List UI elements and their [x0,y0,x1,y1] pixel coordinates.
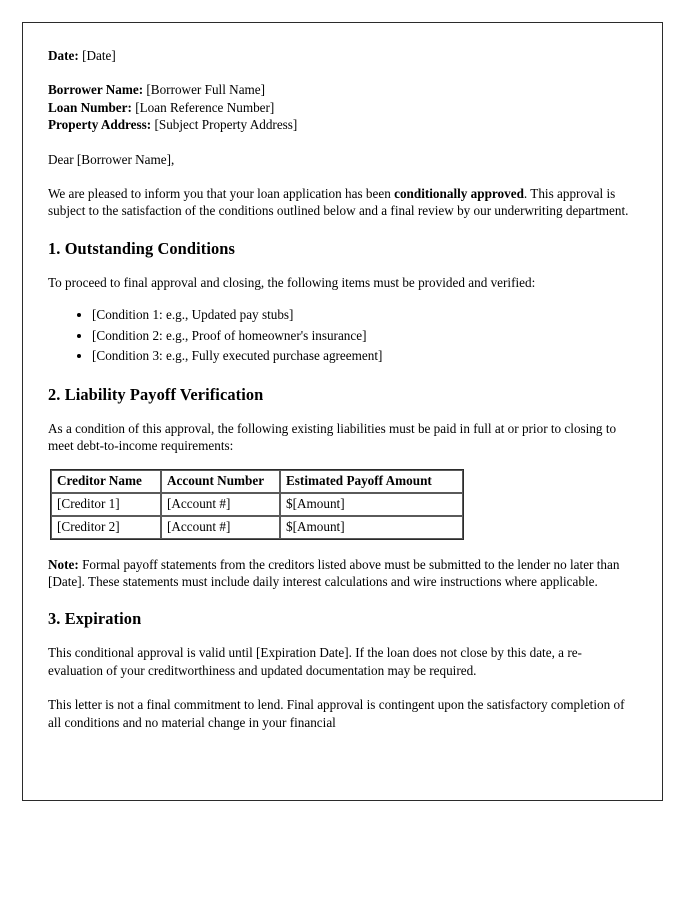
payoff-note-paragraph [48,556,636,591]
column-header-estimated-payoff-amount: Estimated Payoff Amount [280,470,463,493]
borrower-identifiers-block [48,81,636,133]
note-label: Note: [48,556,79,572]
note-text: Formal payoff statements from the creditors listed above must be submitted to the lender no later than [Date]. These statements must include daily interest calculations and wire instructions where applicable. [48,556,620,589]
salutation: Dear [Borrower Name], [48,151,175,167]
loan-number-line [48,99,636,116]
table-header-row [51,470,463,493]
cell-creditor-name: [Creditor 1] [51,493,161,516]
list-item: • [Condition 2: e.g., Proof of homeowner's insurance] [92,326,636,347]
column-header-account-number: Account Number [161,470,280,493]
cell-estimated-payoff-amount: $[Amount] [280,516,463,539]
date-label: Date: [48,48,79,63]
property-address-value: [Subject Property Address] [154,117,298,133]
cell-estimated-payoff-amount: $[Amount] [280,493,463,516]
cell-account-number: [Account #] [161,493,280,516]
borrower-name-value: [Borrower Full Name] [146,82,266,98]
section-2-heading: 2. Liability Payoff Verification [48,384,264,404]
table-body [51,493,463,539]
borrower-name-line [48,81,636,98]
loan-number-value: [Loan Reference Number] [135,99,275,115]
section-3-heading: 3. Expiration [48,609,142,629]
date-value: [Date] [82,48,116,63]
document-body [23,23,662,731]
property-address-label: Property Address: [48,117,152,133]
column-header-creditor-name: Creditor Name [51,470,161,493]
intro-emphasis: conditionally approved [394,186,524,202]
table-header [51,470,463,493]
intro-paragraph [48,185,636,220]
disclaimer-paragraph: This letter is not a final commitment to lend. Final approval is contingent upon the satisfactory completion of all conditions and no material change in your financial [48,697,625,730]
section-1-lead: To proceed to final approval and closing, the following items must be provided and verified: [48,274,536,290]
table-row [51,516,463,539]
cell-creditor-name: [Creditor 2] [51,516,161,539]
date-block [48,47,636,64]
table-row [51,493,463,516]
loan-number-label: Loan Number: [48,99,132,115]
section-1-heading: 1. Outstanding Conditions [48,238,235,258]
outstanding-conditions-list [48,305,636,367]
date-line [48,47,636,64]
property-address-line [48,116,636,133]
borrower-name-label: Borrower Name: [48,82,144,98]
list-item: • [Condition 1: e.g., Updated pay stubs] [92,305,636,326]
document-page [22,22,663,801]
cell-account-number: [Account #] [161,516,280,539]
expiration-paragraph: This conditional approval is valid until [Expiration Date]. If the loan does not close by this date, a re-evaluation of your creditworthiness and updated documentation may be required. [48,645,582,678]
intro-text-part1: We are pleased to inform you that your loan application has been [48,186,395,202]
section-2-lead: As a condition of this approval, the following existing liabilities must be paid in full at or prior to closing to meet debt-to-income requirements: [48,420,617,454]
intro-text-part2: . This approval is subject to the satisfaction of the conditions outlined below and a final review by our underwriting department. [48,186,629,219]
list-item: • [Condition 3: e.g., Fully executed purchase agreement] [92,346,636,367]
liability-payoff-table [50,469,464,540]
